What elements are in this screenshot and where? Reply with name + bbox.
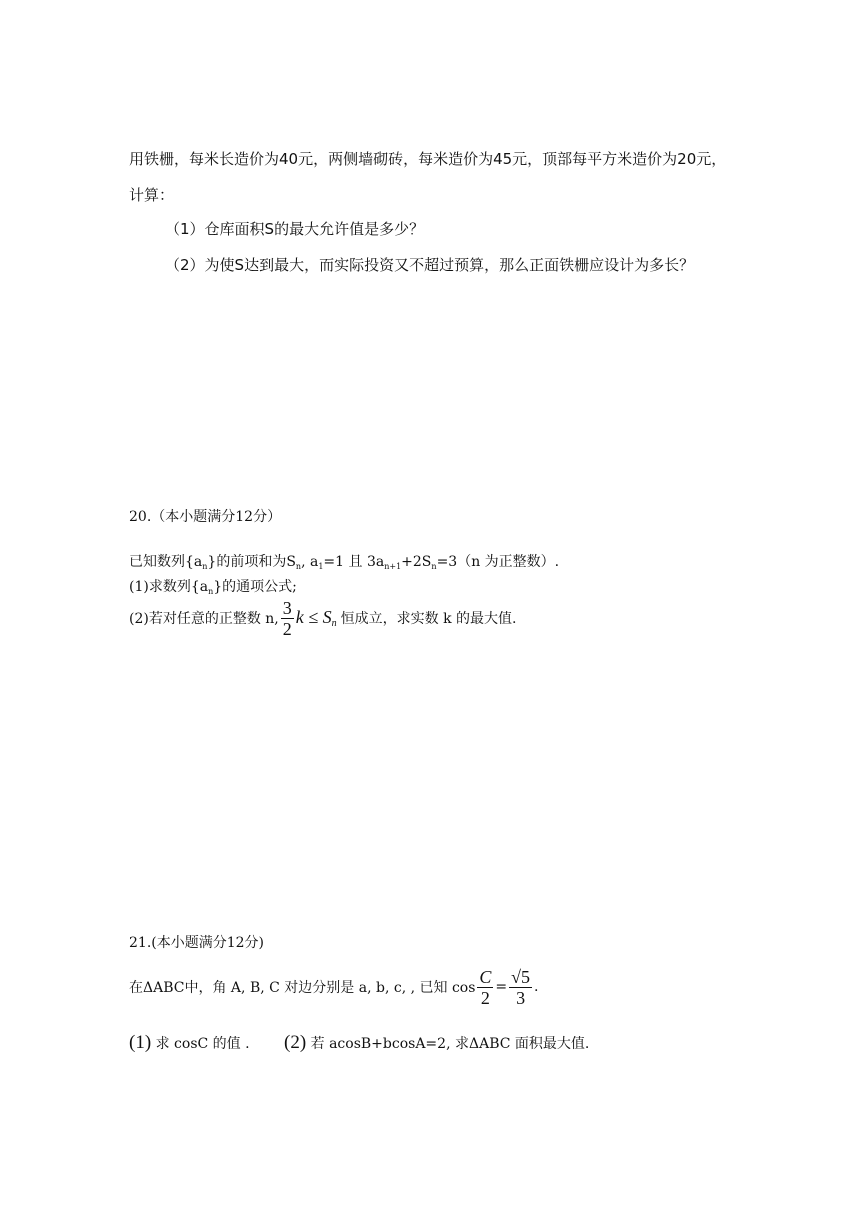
q21-header: 21.(本小题满分12分): [129, 935, 265, 951]
q20-part2: (2)若对任意的正整数 n, $\frac{3}{2}$ $k \le S_n$ 恒成立，求实数 k 的最大值.: [129, 597, 517, 639]
q20-header: 20.（本小题满分12分）: [129, 509, 282, 525]
q20-part1: (1)求数列$\{a_n\}$的通项公式;: [129, 579, 297, 596]
q21-parts: [129, 1032, 589, 1054]
q19-line2: 计算：: [129, 186, 175, 204]
q19-line1: 用铁栅，每米长造价为40元，两侧墙砌砖，每米造价为45元，顶部每平方米造价为20元，: [129, 150, 727, 168]
q21-stem: 在ΔABC中，角 A, B, C 对边分别是 a, b, c, , 已知 cos $\frac{C}{2}$ = $\frac{√5}{3}$ .: [129, 966, 539, 1008]
q19-part1: （1）仓库面积S的最大允许值是多少？: [165, 220, 425, 238]
fraction-three-halves: $\frac{3}{2}$: [282, 597, 292, 639]
q20-stem: 已知数列$\{a_n\}$的前项和为$S_n$, $a_1=1$ 且 $3a_{n+1}+2S_n=3(n$ 为正整数）.: [129, 554, 560, 571]
part-1-marker: (1): [129, 1032, 152, 1053]
fraction-c-over-2: $\frac{C}{2}$: [479, 966, 492, 1008]
inequality-k-sn: $k \le S_n$: [295, 607, 337, 629]
fraction-root5-over-3: $\frac{√5}{3}$: [511, 966, 531, 1008]
q21-part1-text: 求 cosC 的值 .: [155, 1036, 250, 1052]
part-2-marker: (2): [284, 1032, 307, 1053]
q21-part2-text: 若 acosB+bcosA=2, 求ΔABC 面积最大值.: [310, 1036, 590, 1052]
q19-part2: （2）为使S达到最大，而实际投资又不超过预算，那么正面铁栅应设计为多长？: [165, 256, 695, 274]
